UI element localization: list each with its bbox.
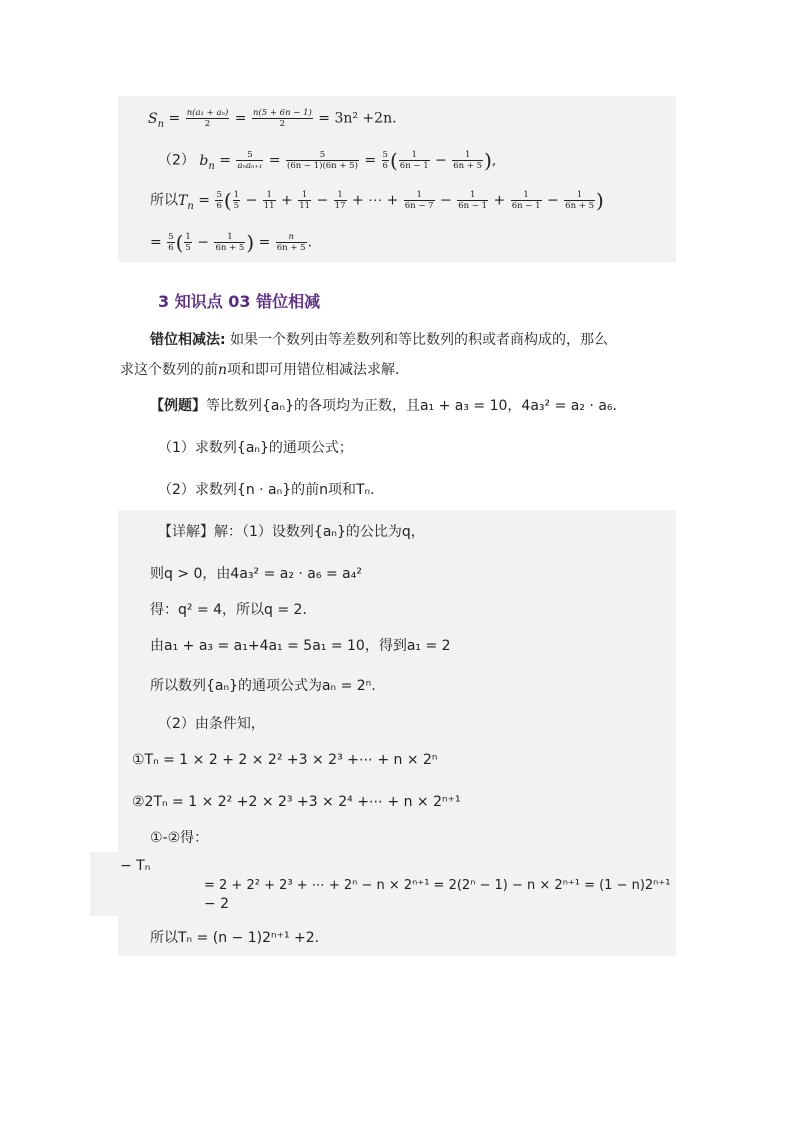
solution-line-7: ①Tₙ = 1 × 2 + 2 × 2² +3 × 2³ +⋯ + n × 2ⁿ bbox=[132, 752, 438, 768]
method-line-2: 求这个数列的前n项和即可用错位相减法求解. bbox=[120, 362, 400, 378]
solution-line-3: 得：q² = 4，所以q = 2. bbox=[150, 602, 307, 618]
method-text-1: 如果一个数列由等差数列和等比数列的积或者商构成的，那么 bbox=[230, 332, 609, 348]
solution-line-8: ②2Tₙ = 1 × 2² +2 × 2³ +3 × 2⁴ +⋯ + n × 2ⁿ⁺¹ bbox=[132, 794, 461, 810]
method-line-1 bbox=[150, 330, 608, 350]
example-text: 等比数列{aₙ}的各项均为正数，且a₁ + a₃ = 10，4a₃² = a₂ · a₆. bbox=[206, 398, 617, 414]
sn-result: = 3n² +2n. bbox=[318, 110, 397, 127]
solution-line-10a: − Tₙ bbox=[120, 858, 151, 874]
part2-label: （2） bbox=[158, 152, 195, 169]
solution-line-9: ①-②得： bbox=[150, 830, 209, 846]
solution-line-5: 所以数列{aₙ}的通项公式为aₙ = 2ⁿ. bbox=[150, 678, 376, 694]
final-prefix: = bbox=[150, 234, 162, 251]
solution-block-extension bbox=[90, 852, 120, 916]
example-q1: （1）求数列{aₙ}的通项公式； bbox=[158, 440, 353, 456]
solution-line-11: 所以Tₙ = (n − 1)2ⁿ⁺¹ +2. bbox=[150, 930, 320, 946]
bn-tail: , bbox=[491, 152, 497, 169]
example-tag: 【例题】 bbox=[150, 398, 206, 414]
tn-sum: 所以$T_n$ = $\frac{5}{6}$ ( $\frac{1}{5}$ − $\frac{1}{11}$ + $\frac{1}{11}$ − $\frac{1}{17}$ + ⋯ + $\frac{1}{6n - 7}$ − $\frac{1}{6n - 1}$ + $\frac{1}{6n - 1}$ − $\frac{1}{6n + 5}$ ) bbox=[150, 188, 604, 213]
sn-formula: $S_n$ = $\frac{\text{n(a₁ + aₙ)}}{2}$ = $\frac{n(5 + 6n - 1)}{2}$ = 3n² +2n. bbox=[148, 108, 397, 130]
solution-line-10b: = 2 + 2² + 2³ + ⋯ + 2ⁿ − n × 2ⁿ⁺¹ = 2(2ⁿ − 1) − n × 2ⁿ⁺¹ = (1 − n)2ⁿ⁺¹ bbox=[204, 878, 671, 893]
method-title: 错位相减法: bbox=[150, 332, 226, 348]
method-text-2: 求这个数列的前 bbox=[120, 362, 218, 378]
solution-line-10c: − 2 bbox=[204, 896, 230, 912]
solution-line-1: 【详解】解：（1）设数列{aₙ}的公比为q， bbox=[158, 524, 425, 540]
solution-line-4: 由a₁ + a₃ = a₁+4a₁ = 5a₁ = 10，得到a₁ = 2 bbox=[150, 638, 451, 654]
so-prefix: 所以 bbox=[150, 192, 178, 209]
bn-formula: （2） $b_n$ = $\frac{5}{\text{aₙaₙ₊₁}}$ = $\frac{5}{(6n - 1)(6n + 5)}$ = $\frac{5}{6}$ ( $\frac{1}{6n - 1}$ − $\frac{1}{6n + 5}$ ), bbox=[158, 148, 497, 173]
solution-line-6: （2）由条件知， bbox=[158, 716, 265, 732]
example-line bbox=[150, 396, 617, 416]
method-text-2b: 项和即可用错位相减法求解. bbox=[227, 362, 400, 378]
tn-final: = $\frac{5}{6}$ ( $\frac{1}{5}$ − $\frac{1}{6n + 5}$ ) = $\frac{n}{6n + 5}$ . bbox=[150, 230, 313, 255]
solution-line-2: 则q > 0，由4a₃² = a₂ · a₆ = a₄² bbox=[150, 566, 362, 582]
example-q2: （2）求数列{n · aₙ}的前n项和Tₙ. bbox=[158, 482, 375, 498]
section-heading: 3 知识点 03 错位相减 bbox=[158, 292, 321, 311]
